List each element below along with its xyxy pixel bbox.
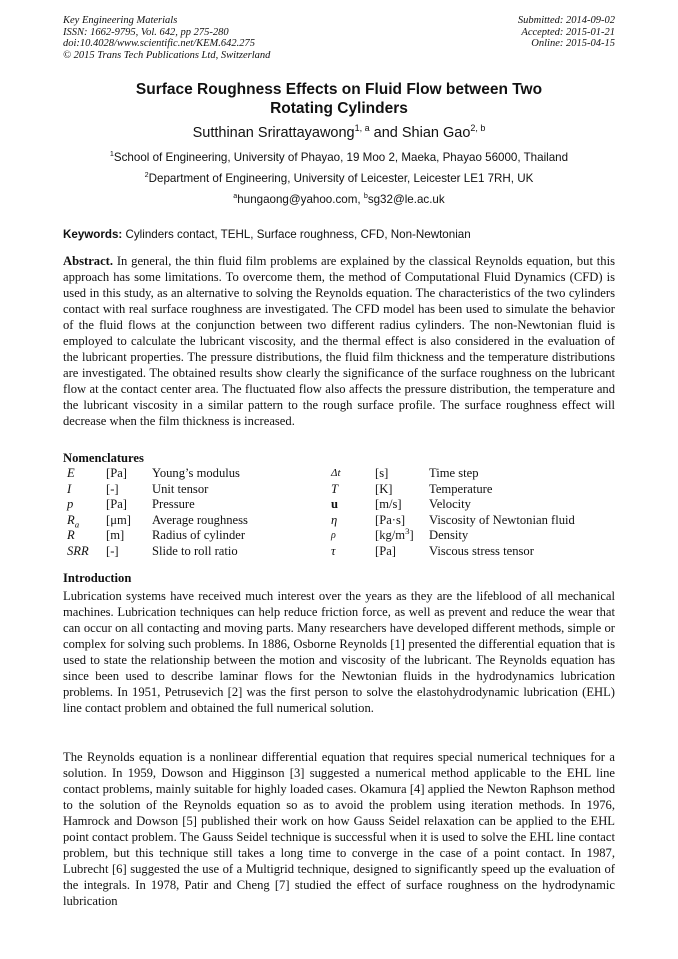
affiliation-1-text: School of Engineering, University of Phayao, 19 Moo 2, Maeka, Phayao 56000, Thailand xyxy=(113,151,569,164)
affiliation-2-text: Department of Engineering, University of Leicester, Leicester LE1 7RH, UK xyxy=(148,172,534,185)
email-a-mark: a xyxy=(233,191,238,201)
journal-header xyxy=(63,15,270,61)
unit: [K] xyxy=(375,481,393,496)
nomenclature-row xyxy=(63,513,623,529)
journal-name: Key Engineering Materials xyxy=(63,15,178,26)
email-b[interactable]: sg32@le.ac.uk xyxy=(367,193,445,206)
symbol: $R_a$ xyxy=(67,512,80,530)
symbol: u xyxy=(331,497,339,512)
description: Velocity xyxy=(429,497,471,512)
dates-header xyxy=(518,15,615,50)
description: Density xyxy=(429,528,469,543)
symbol: R xyxy=(67,528,75,543)
unit: [Pa] xyxy=(375,543,396,558)
nomenclature-row xyxy=(63,466,623,482)
author-1: Sutthinan Srirattayawong xyxy=(192,125,355,141)
description: Radius of cylinder xyxy=(152,528,246,543)
unit: [m/s] xyxy=(375,497,402,512)
nomenclature-row xyxy=(63,544,623,560)
copyright-line: © 2015 Trans Tech Publications Ltd, Switzerland xyxy=(63,49,271,61)
unit: [m] xyxy=(106,528,125,543)
description: Viscous stress tensor xyxy=(429,543,534,558)
symbol: E xyxy=(67,466,75,480)
affiliation-2 xyxy=(63,172,615,186)
symbol: p xyxy=(67,497,74,512)
description: Average roughness xyxy=(152,512,248,527)
author-1-affil: 1, a xyxy=(354,123,370,134)
unit: [-] xyxy=(106,481,119,496)
symbol: I xyxy=(67,481,72,496)
description: Unit tensor xyxy=(152,481,209,496)
abstract-label: Abstract. xyxy=(63,254,114,268)
author-2-affil: 2, b xyxy=(470,123,486,134)
emails xyxy=(63,193,615,207)
nomenclature-row xyxy=(63,497,623,513)
unit: [Pa·s] xyxy=(375,512,406,527)
nomenclature-table xyxy=(63,466,623,560)
title-line-1: Surface Roughness Effects on Fluid Flow between Two xyxy=(135,81,543,98)
nomenclature-heading: Nomenclatures xyxy=(63,451,144,465)
doi-line: doi:10.4028/www.scientific.net/KEM.642.275 xyxy=(63,38,255,50)
email-a[interactable]: hungaong@yahoo.com, xyxy=(237,193,364,206)
abstract-text: In general, the thin fluid film problems are explained by the classical Reynolds equation, but this approach has some limitations. To overcome them, the method of Computational Fluid Dynamics (CFD) is used in this study, as an alternative to solving the Reynolds equation. The characteristics of the two cylinders contact with real surface roughness are investigated. The CFD model has been used to simulate the behavior of the fluid flows at the conjunction between two different radius cylinders. The non-Newtonian fluid is employed to calculate the lubricant viscosity, and the thermal effect is also considered in the evaluation of the lubricant properties. The pressure distributions, the fluid film thickness and the temperature distributions are investigated. The obtained results show clearly the significance of the surface roughness on the lubricant flow at the contact center area. The fluctuated flow also affects the pressure distribution, the temperature and the lubricant viscosity in a similar pattern to the rough surface profile. The surface roughness effect will decrease when the film thickness is increased. xyxy=(63,254,615,428)
author-list xyxy=(63,124,615,142)
symbol: T xyxy=(331,481,339,496)
unit: $[kg/m^3]$ xyxy=(375,526,414,543)
author-2: Shian Gao xyxy=(401,125,471,141)
affiliation-1-mark: 1 xyxy=(109,149,114,159)
paper-title xyxy=(63,80,615,118)
unit: [μm] xyxy=(106,512,131,527)
title-line-2: Rotating Cylinders xyxy=(270,100,408,117)
nomenclature-row xyxy=(63,482,623,498)
symbol: τ xyxy=(331,543,336,558)
introduction-paragraph-2: The Reynolds equation is a nonlinear differential equation that requires special numerical techniques for a solution. In 1959, Dowson and Higginson [3] suggested a numerical method applicable to the EHL line contact problems, mainly suitable for highly loaded cases. Okamura [4] applied the Newton Raphson method to the solution of the Reynolds equation so as to avoid the problem using iteration methods. In 1976, Hamrock and Dowson [5] published their work on how Gauss Seidel relaxation can be applied to the EHL point contact problem. The Gauss Seidel technique is successful when it is used to solve the EHL line contact problem, but this technique still takes a long time to converge in the case of a point contact. In 1987, Lubrecht [6] suggested the use of a Multigrid technique, designed to significantly speed up the evaluation of the integrals. In 1978, Patir and Cheng [7] studied the effect of surface roughness on the hydrodynamic lubrication xyxy=(63,750,615,908)
introduction-paragraph-1: Lubrication systems have received much interest over the years as they are the lifeblood of all mechanical machines. Lubrication techniques can help reduce friction force, as well as prevent and reduce the wear that can occur on all contacting and moving parts. Many researchers have developed different methods, simple or complex for solving such problems. In 1886, Osborne Reynolds [1] presented the differential equation that is used to state the relationship between the motion and viscosity of the lubricant. The Reynolds equation has since been used to describe laminar flows for the Newtonian fluids in the hydrodynamics lubrication problems. In 1951, Petrusevich [2] was the first person to solve the elastohydrodynamic lubrication (EHL) line contact problem and obtained the full numerical solution. xyxy=(63,589,615,715)
unit: [Pa] xyxy=(106,497,127,512)
keywords-label: Keywords: xyxy=(63,228,123,241)
affiliation-1 xyxy=(63,151,615,165)
description: Slide to roll ratio xyxy=(152,543,238,558)
unit: [Pa] xyxy=(106,466,127,480)
author-conjunction: and xyxy=(369,125,402,141)
description: Temperature xyxy=(429,481,493,496)
accepted-date: Accepted: 2015-01-21 xyxy=(521,26,615,38)
introduction-heading: Introduction xyxy=(63,571,132,585)
symbol: ρ xyxy=(331,530,336,542)
issn-line: ISSN: 1662-9795, Vol. 642, pp 275-280 xyxy=(63,26,229,38)
keywords-text: Cylinders contact, TEHL, Surface roughness, CFD, Non-Newtonian xyxy=(122,228,471,241)
unit: [s] xyxy=(375,466,389,480)
nomenclature-row xyxy=(63,528,623,544)
unit: [-] xyxy=(106,543,119,558)
symbol: SRR xyxy=(67,543,89,558)
description: Young’s modulus xyxy=(152,466,240,480)
online-date: Online: 2015-04-15 xyxy=(531,38,615,50)
submitted-date: Submitted: 2014-09-02 xyxy=(517,15,615,26)
description: Pressure xyxy=(152,497,195,512)
email-b-mark: b xyxy=(363,191,368,201)
affiliation-2-mark: 2 xyxy=(144,170,149,180)
symbol: Δt xyxy=(331,467,341,479)
description: Viscosity of Newtonian fluid xyxy=(429,512,575,527)
symbol: η xyxy=(331,512,338,527)
keywords xyxy=(63,228,615,242)
description: Time step xyxy=(429,466,479,480)
abstract xyxy=(63,254,615,429)
